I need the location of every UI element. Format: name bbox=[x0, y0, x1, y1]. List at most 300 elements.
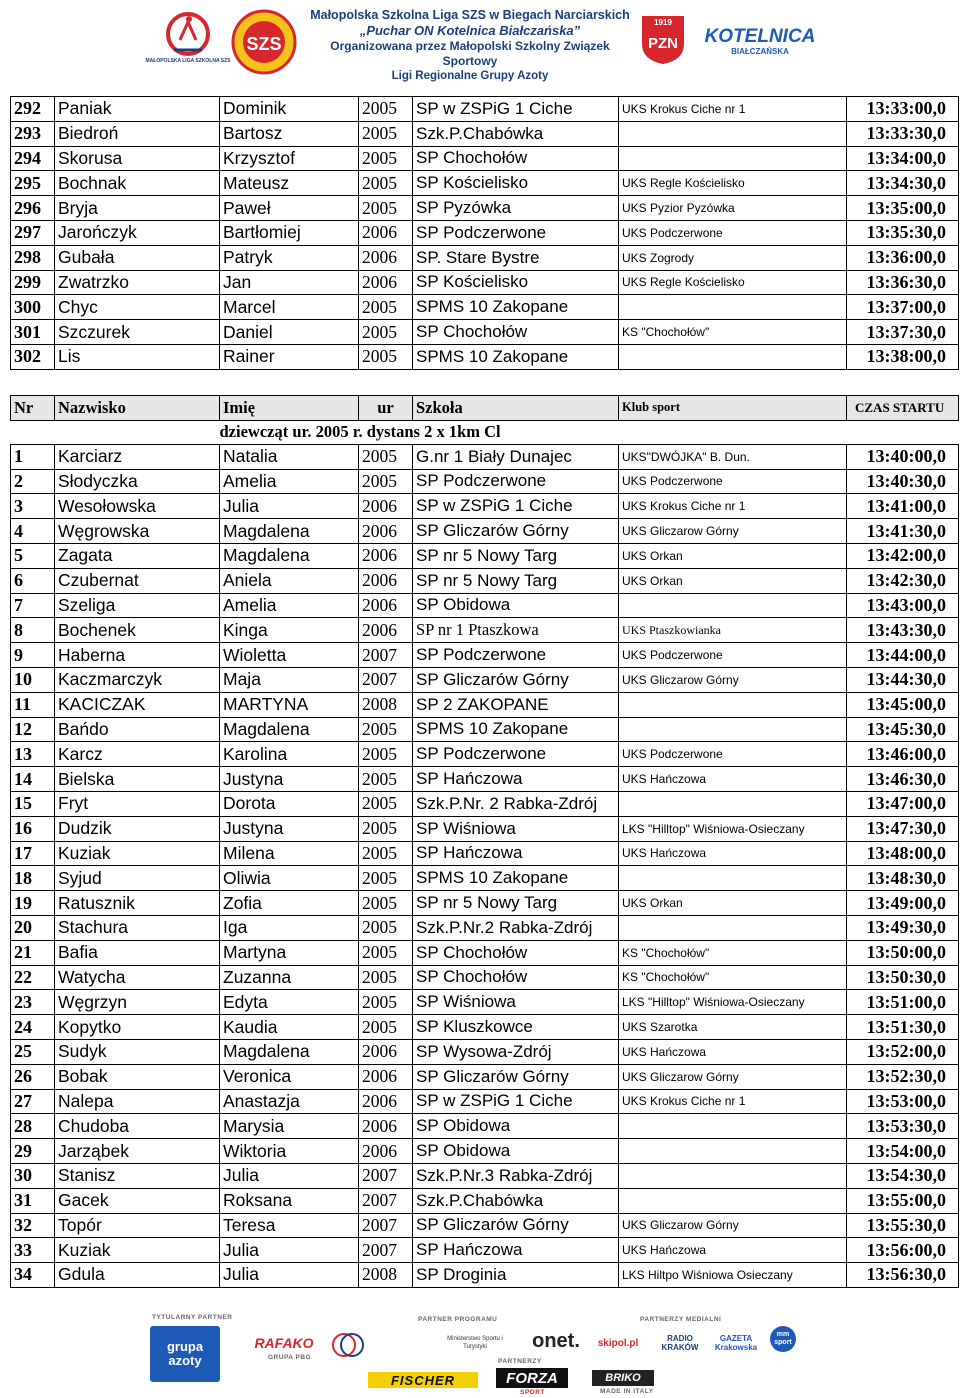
cell-rok: 2005 bbox=[359, 121, 413, 146]
org-line-4: Ligi Regionalne Grupy Azoty bbox=[391, 70, 549, 82]
cell-imie: Julia bbox=[220, 1163, 359, 1188]
table-row bbox=[11, 1213, 959, 1238]
cell-czas-startu: 13:42:00,0 bbox=[847, 543, 959, 568]
cell-imie: Bartłomiej bbox=[220, 220, 359, 245]
cell-czas-startu: 13:52:00,0 bbox=[847, 1039, 959, 1064]
cell-klub: UKS Ptaszkowianka bbox=[619, 618, 847, 643]
cell-klub: KS "Chochołów" bbox=[619, 965, 847, 990]
cell-nr: 300 bbox=[11, 295, 55, 320]
fischer-logo: FISCHER bbox=[368, 1372, 478, 1388]
cell-nr: 19 bbox=[11, 891, 55, 916]
cell-czas-startu: 13:35:00,0 bbox=[847, 196, 959, 221]
label-partnerzy-medialni: PARTNERZY MEDIALNI bbox=[640, 1316, 722, 1323]
cell-nazwisko: Topór bbox=[55, 1213, 220, 1238]
cell-czas-startu: 13:35:30,0 bbox=[847, 220, 959, 245]
cell-nr: 297 bbox=[11, 220, 55, 245]
cell-rok: 2006 bbox=[359, 543, 413, 568]
cell-czas-startu: 13:45:00,0 bbox=[847, 692, 959, 717]
cell-imie: Anastazja bbox=[220, 1089, 359, 1114]
table-row bbox=[11, 717, 959, 742]
cell-czas-startu: 13:53:00,0 bbox=[847, 1089, 959, 1114]
cell-rok: 2005 bbox=[359, 171, 413, 196]
cell-nazwisko: Bobak bbox=[55, 1064, 220, 1089]
cell-nr: 32 bbox=[11, 1213, 55, 1238]
cell-nr: 295 bbox=[11, 171, 55, 196]
cell-nazwisko: Gubała bbox=[55, 245, 220, 270]
cell-klub: UKS Krokus Ciche nr 1 bbox=[619, 97, 847, 122]
cell-imie: Magdalena bbox=[220, 519, 359, 544]
table-row bbox=[11, 692, 959, 717]
cell-imie: Oliwia bbox=[220, 866, 359, 891]
table-row bbox=[11, 816, 959, 841]
forza-sub: SPORT bbox=[520, 1389, 545, 1396]
cell-szkola: SP. Stare Bystre bbox=[413, 245, 619, 270]
cell-imie: Jan bbox=[220, 270, 359, 295]
cell-rok: 2006 bbox=[359, 1039, 413, 1064]
cell-rok: 2005 bbox=[359, 717, 413, 742]
cell-nr: 23 bbox=[11, 990, 55, 1015]
cell-imie: Rainer bbox=[220, 344, 359, 369]
cell-nazwisko: Kuziak bbox=[55, 1238, 220, 1263]
cell-rok: 2005 bbox=[359, 469, 413, 494]
cell-rok: 2005 bbox=[359, 146, 413, 171]
col-header-nr: Nr bbox=[11, 396, 55, 421]
cell-nazwisko: Bochnak bbox=[55, 171, 220, 196]
cell-czas-startu: 13:48:30,0 bbox=[847, 866, 959, 891]
cell-nr: 301 bbox=[11, 320, 55, 345]
cell-nr: 293 bbox=[11, 121, 55, 146]
cell-nr: 6 bbox=[11, 568, 55, 593]
table-row bbox=[11, 320, 959, 345]
cell-nazwisko: Karciarz bbox=[55, 444, 220, 469]
cell-nazwisko: Szczurek bbox=[55, 320, 220, 345]
cell-szkola: SP Wiśniowa bbox=[413, 816, 619, 841]
col-header-szkola: Szkoła bbox=[413, 396, 619, 421]
cell-klub: UKS Hańczowa bbox=[619, 767, 847, 792]
svg-text:BIAŁCZAŃSKA: BIAŁCZAŃSKA bbox=[731, 47, 789, 56]
cell-rok: 2007 bbox=[359, 1238, 413, 1263]
cell-nazwisko: Stachura bbox=[55, 915, 220, 940]
cell-imie: Maja bbox=[220, 667, 359, 692]
table-row bbox=[11, 543, 959, 568]
table-row bbox=[11, 469, 959, 494]
cell-nr: 11 bbox=[11, 692, 55, 717]
table-row bbox=[11, 295, 959, 320]
cell-nr: 298 bbox=[11, 245, 55, 270]
table-row bbox=[11, 1039, 959, 1064]
cell-rok: 2006 bbox=[359, 1064, 413, 1089]
cell-czas-startu: 13:41:30,0 bbox=[847, 519, 959, 544]
cell-nazwisko: Kopytko bbox=[55, 1015, 220, 1040]
cell-nr: 5 bbox=[11, 543, 55, 568]
cell-nazwisko: Zagata bbox=[55, 543, 220, 568]
cell-klub: UKS Podczerwone bbox=[619, 220, 847, 245]
cell-szkola: SP Gliczarów Górny bbox=[413, 519, 619, 544]
cell-czas-startu: 13:50:30,0 bbox=[847, 965, 959, 990]
cell-nazwisko: Lis bbox=[55, 344, 220, 369]
girls-table-body bbox=[11, 444, 959, 1287]
org-line-2: „Puchar ON Kotelnica Białczańska” bbox=[359, 23, 581, 38]
cell-rok: 2006 bbox=[359, 593, 413, 618]
table-row bbox=[11, 965, 959, 990]
cell-imie: Daniel bbox=[220, 320, 359, 345]
ministerstwo-logo: Ministerstwo Sportu i Turystyki bbox=[447, 1336, 503, 1350]
cell-klub bbox=[619, 915, 847, 940]
cell-imie: Aniela bbox=[220, 568, 359, 593]
cell-imie: Wiktoria bbox=[220, 1139, 359, 1164]
table-row bbox=[11, 220, 959, 245]
cell-szkola: SP Wiśniowa bbox=[413, 990, 619, 1015]
cell-rok: 2007 bbox=[359, 1163, 413, 1188]
cell-imie: Marysia bbox=[220, 1114, 359, 1139]
briko-logo: BRIKO bbox=[592, 1370, 654, 1386]
cell-czas-startu: 13:42:30,0 bbox=[847, 568, 959, 593]
cell-nr: 292 bbox=[11, 97, 55, 122]
cell-rok: 2005 bbox=[359, 866, 413, 891]
cell-nr: 3 bbox=[11, 494, 55, 519]
cell-imie: Kaudia bbox=[220, 1015, 359, 1040]
cell-nazwisko: Bańdo bbox=[55, 717, 220, 742]
col-header-nazwisko: Nazwisko bbox=[55, 396, 220, 421]
cell-imie: Marcel bbox=[220, 295, 359, 320]
cell-czas-startu: 13:56:30,0 bbox=[847, 1263, 959, 1288]
szs-emblem-logo bbox=[228, 8, 300, 76]
cell-czas-startu: 13:56:00,0 bbox=[847, 1238, 959, 1263]
table-row bbox=[11, 146, 959, 171]
cell-klub: LKS "Hilltop" Wiśniowa-Osieczany bbox=[619, 990, 847, 1015]
cell-szkola: G.nr 1 Biały Dunajec bbox=[413, 444, 619, 469]
cell-nazwisko: Ratusznik bbox=[55, 891, 220, 916]
cell-nr: 24 bbox=[11, 1015, 55, 1040]
cell-imie: Wioletta bbox=[220, 643, 359, 668]
cell-czas-startu: 13:34:00,0 bbox=[847, 146, 959, 171]
cell-nazwisko: Jarząbek bbox=[55, 1139, 220, 1164]
cell-imie: Amelia bbox=[220, 469, 359, 494]
cell-imie: Roksana bbox=[220, 1188, 359, 1213]
cell-nr: 18 bbox=[11, 866, 55, 891]
cell-nr: 31 bbox=[11, 1188, 55, 1213]
cell-nr: 8 bbox=[11, 618, 55, 643]
cell-czas-startu: 13:40:30,0 bbox=[847, 469, 959, 494]
boys-table-body bbox=[11, 97, 959, 370]
cell-rok: 2005 bbox=[359, 940, 413, 965]
cell-czas-startu: 13:52:30,0 bbox=[847, 1064, 959, 1089]
col-header-czas: CZAS STARTU bbox=[847, 396, 959, 421]
cell-szkola: SP Kościelisko bbox=[413, 171, 619, 196]
cell-imie: Milena bbox=[220, 841, 359, 866]
cell-czas-startu: 13:38:00,0 bbox=[847, 344, 959, 369]
cell-nr: 296 bbox=[11, 196, 55, 221]
cell-imie: Zofia bbox=[220, 891, 359, 916]
table-row bbox=[11, 344, 959, 369]
table-row bbox=[11, 915, 959, 940]
cell-nazwisko: Gacek bbox=[55, 1188, 220, 1213]
sponsors-footer bbox=[0, 1310, 960, 1398]
cell-czas-startu: 13:37:00,0 bbox=[847, 295, 959, 320]
cell-rok: 2007 bbox=[359, 643, 413, 668]
cell-szkola: SP nr 1 Ptaszkowa bbox=[413, 618, 619, 643]
label-partner-programu: PARTNER PROGRAMU bbox=[418, 1316, 498, 1323]
cell-klub bbox=[619, 866, 847, 891]
cell-czas-startu: 13:36:30,0 bbox=[847, 270, 959, 295]
radio-krakow-logo: RADIO KRAKÓW bbox=[661, 1334, 699, 1352]
cell-imie: Dominik bbox=[220, 97, 359, 122]
cell-rok: 2005 bbox=[359, 841, 413, 866]
cell-rok: 2005 bbox=[359, 97, 413, 122]
cell-rok: 2005 bbox=[359, 344, 413, 369]
cell-szkola: SP Obidowa bbox=[413, 1139, 619, 1164]
cell-rok: 2005 bbox=[359, 816, 413, 841]
cell-szkola: SP Kościelisko bbox=[413, 270, 619, 295]
cell-nr: 20 bbox=[11, 915, 55, 940]
cell-szkola: SP Kluszkowce bbox=[413, 1015, 619, 1040]
cell-imie: Amelia bbox=[220, 593, 359, 618]
cell-imie: Patryk bbox=[220, 245, 359, 270]
cell-imie: Zuzanna bbox=[220, 965, 359, 990]
table-row bbox=[11, 568, 959, 593]
cell-czas-startu: 13:44:00,0 bbox=[847, 643, 959, 668]
cell-klub: UKS Krokus Ciche nr 1 bbox=[619, 494, 847, 519]
cell-rok: 2005 bbox=[359, 791, 413, 816]
table-row bbox=[11, 1139, 959, 1164]
cell-nazwisko: Chyc bbox=[55, 295, 220, 320]
cell-rok: 2005 bbox=[359, 990, 413, 1015]
cell-klub bbox=[619, 1163, 847, 1188]
cell-nr: 9 bbox=[11, 643, 55, 668]
cell-klub bbox=[619, 1139, 847, 1164]
cell-szkola: SP Podczerwone bbox=[413, 469, 619, 494]
cell-rok: 2005 bbox=[359, 1015, 413, 1040]
cell-szkola: SP Pyzówka bbox=[413, 196, 619, 221]
cell-czas-startu: 13:43:00,0 bbox=[847, 593, 959, 618]
cell-szkola: SP w ZSPiG 1 Ciche bbox=[413, 97, 619, 122]
cell-czas-startu: 13:41:00,0 bbox=[847, 494, 959, 519]
cell-rok: 2005 bbox=[359, 891, 413, 916]
cell-szkola: SPMS 10 Zakopane bbox=[413, 717, 619, 742]
table-row bbox=[11, 1163, 959, 1188]
cell-rok: 2006 bbox=[359, 1089, 413, 1114]
cell-szkola: SP nr 5 Nowy Targ bbox=[413, 891, 619, 916]
cell-nr: 22 bbox=[11, 965, 55, 990]
table-row bbox=[11, 196, 959, 221]
cell-nr: 26 bbox=[11, 1064, 55, 1089]
table-row bbox=[11, 618, 959, 643]
cell-szkola: SP nr 5 Nowy Targ bbox=[413, 543, 619, 568]
svg-text:SZS: SZS bbox=[246, 34, 282, 54]
cell-nr: 4 bbox=[11, 519, 55, 544]
org-line-3: Organizowana przez Małopolski Szkolny Związek Sportowy bbox=[330, 39, 610, 68]
cell-rok: 2008 bbox=[359, 692, 413, 717]
cell-imie: Iga bbox=[220, 915, 359, 940]
cell-nazwisko: KACICZAK bbox=[55, 692, 220, 717]
cell-nazwisko: Kuziak bbox=[55, 841, 220, 866]
label-tytularny-partner: TYTULARNY PARTNER bbox=[152, 1314, 233, 1321]
table-row bbox=[11, 1188, 959, 1213]
cell-rok: 2006 bbox=[359, 519, 413, 544]
svg-text:MAŁOPOLSKA LIGA SZKOLNA SZS: MAŁOPOLSKA LIGA SZKOLNA SZS bbox=[145, 58, 231, 64]
table-row bbox=[11, 667, 959, 692]
table-row bbox=[11, 990, 959, 1015]
cell-rok: 2006 bbox=[359, 1114, 413, 1139]
cell-czas-startu: 13:54:00,0 bbox=[847, 1139, 959, 1164]
cell-imie: Paweł bbox=[220, 196, 359, 221]
cell-rok: 2006 bbox=[359, 1139, 413, 1164]
organizer-text bbox=[305, 8, 635, 83]
cell-nazwisko: Węgrzyn bbox=[55, 990, 220, 1015]
cell-klub: UKS Pyzior Pyzówka bbox=[619, 196, 847, 221]
cell-szkola: SP Chochołów bbox=[413, 320, 619, 345]
cell-rok: 2005 bbox=[359, 295, 413, 320]
cell-czas-startu: 13:55:30,0 bbox=[847, 1213, 959, 1238]
cell-szkola: SP Chochołów bbox=[413, 965, 619, 990]
cell-czas-startu: 13:47:00,0 bbox=[847, 791, 959, 816]
table-row bbox=[11, 767, 959, 792]
cell-nr: 28 bbox=[11, 1114, 55, 1139]
cell-szkola: SP Hańczowa bbox=[413, 841, 619, 866]
cell-imie: Julia bbox=[220, 494, 359, 519]
cell-klub bbox=[619, 717, 847, 742]
category-row bbox=[11, 420, 959, 444]
cell-szkola: SP Wysowa-Zdrój bbox=[413, 1039, 619, 1064]
cell-szkola: SPMS 10 Zakopane bbox=[413, 344, 619, 369]
cell-nr: 15 bbox=[11, 791, 55, 816]
boys-start-list-table bbox=[10, 96, 959, 370]
cell-szkola: SP Podczerwone bbox=[413, 220, 619, 245]
cell-nazwisko: Wesołowska bbox=[55, 494, 220, 519]
column-header-row bbox=[11, 396, 959, 421]
cell-szkola: SP Gliczarów Górny bbox=[413, 1064, 619, 1089]
cell-czas-startu: 13:53:30,0 bbox=[847, 1114, 959, 1139]
cell-imie: Magdalena bbox=[220, 1039, 359, 1064]
cell-czas-startu: 13:46:30,0 bbox=[847, 767, 959, 792]
cell-szkola: SPMS 10 Zakopane bbox=[413, 866, 619, 891]
cell-nazwisko: Bryja bbox=[55, 196, 220, 221]
cell-czas-startu: 13:44:30,0 bbox=[847, 667, 959, 692]
cell-szkola: SP Hańczowa bbox=[413, 767, 619, 792]
cell-nr: 10 bbox=[11, 667, 55, 692]
cell-klub: UKS Orkan bbox=[619, 568, 847, 593]
table-row bbox=[11, 519, 959, 544]
cell-szkola: SP 2 ZAKOPANE bbox=[413, 692, 619, 717]
col-header-klub: Klub sport bbox=[619, 396, 847, 421]
cell-nr: 27 bbox=[11, 1089, 55, 1114]
cell-klub: UKS Gliczarow Górny bbox=[619, 667, 847, 692]
table-row bbox=[11, 891, 959, 916]
cell-klub: KS "Chochołów" bbox=[619, 940, 847, 965]
cell-rok: 2005 bbox=[359, 965, 413, 990]
cell-rok: 2006 bbox=[359, 270, 413, 295]
cell-nazwisko: Karcz bbox=[55, 742, 220, 767]
cell-nazwisko: Sudyk bbox=[55, 1039, 220, 1064]
cell-szkola: SP w ZSPiG 1 Ciche bbox=[413, 1089, 619, 1114]
gazeta-krakowska-logo: GAZETA Krakowska bbox=[714, 1334, 758, 1352]
cell-nazwisko: Szeliga bbox=[55, 593, 220, 618]
table-row bbox=[11, 171, 959, 196]
cell-rok: 2005 bbox=[359, 320, 413, 345]
cell-czas-startu: 13:55:00,0 bbox=[847, 1188, 959, 1213]
cell-nr: 17 bbox=[11, 841, 55, 866]
cell-klub: UKS Szarotka bbox=[619, 1015, 847, 1040]
cell-rok: 2005 bbox=[359, 742, 413, 767]
cell-nr: 1 bbox=[11, 444, 55, 469]
cell-szkola: SP nr 5 Nowy Targ bbox=[413, 568, 619, 593]
cell-klub: LKS "Hilltop" Wiśniowa-Osieczany bbox=[619, 816, 847, 841]
cell-klub: UKS"DWÓJKA" B. Dun. bbox=[619, 444, 847, 469]
table-row bbox=[11, 1263, 959, 1288]
svg-text:1919: 1919 bbox=[654, 18, 672, 27]
cell-czas-startu: 13:43:30,0 bbox=[847, 618, 959, 643]
cell-nazwisko: Słodyczka bbox=[55, 469, 220, 494]
table-row bbox=[11, 1015, 959, 1040]
svg-text:KOTELNICA: KOTELNICA bbox=[704, 26, 816, 47]
cell-rok: 2007 bbox=[359, 1213, 413, 1238]
cell-nr: 7 bbox=[11, 593, 55, 618]
cell-imie: Bartosz bbox=[220, 121, 359, 146]
cell-klub: UKS Podczerwone bbox=[619, 643, 847, 668]
cell-klub bbox=[619, 295, 847, 320]
cell-nr: 299 bbox=[11, 270, 55, 295]
cell-szkola: SP w ZSPiG 1 Ciche bbox=[413, 494, 619, 519]
rafako-logo: RAFAKO bbox=[254, 1335, 314, 1351]
cell-klub: UKS Hańczowa bbox=[619, 1238, 847, 1263]
cell-rok: 2006 bbox=[359, 568, 413, 593]
cell-czas-startu: 13:51:00,0 bbox=[847, 990, 959, 1015]
cell-szkola: SP Chochołów bbox=[413, 940, 619, 965]
cell-klub: UKS Hańczowa bbox=[619, 841, 847, 866]
table-row bbox=[11, 742, 959, 767]
cell-nazwisko: Bochenek bbox=[55, 618, 220, 643]
cell-czas-startu: 13:34:30,0 bbox=[847, 171, 959, 196]
cell-imie: Dorota bbox=[220, 791, 359, 816]
cell-imie: Magdalena bbox=[220, 543, 359, 568]
cell-szkola: SP Droginia bbox=[413, 1263, 619, 1288]
cell-szkola: SP Podczerwone bbox=[413, 742, 619, 767]
cell-klub bbox=[619, 146, 847, 171]
table-row bbox=[11, 1089, 959, 1114]
table-row bbox=[11, 940, 959, 965]
cell-czas-startu: 13:48:00,0 bbox=[847, 841, 959, 866]
cell-nr: 14 bbox=[11, 767, 55, 792]
rafako-sub: GRUPA PBG bbox=[268, 1354, 312, 1361]
cell-szkola: Szk.P.Chabówka bbox=[413, 1188, 619, 1213]
table-row bbox=[11, 841, 959, 866]
cell-imie: Julia bbox=[220, 1263, 359, 1288]
cell-klub bbox=[619, 593, 847, 618]
table-row bbox=[11, 121, 959, 146]
cell-szkola: SP Obidowa bbox=[413, 593, 619, 618]
cell-czas-startu: 13:33:00,0 bbox=[847, 97, 959, 122]
table-row bbox=[11, 1064, 959, 1089]
cell-nazwisko: Kaczmarczyk bbox=[55, 667, 220, 692]
cell-czas-startu: 13:40:00,0 bbox=[847, 444, 959, 469]
cell-imie: Veronica bbox=[220, 1064, 359, 1089]
cell-klub: LKS Hiltpo Wiśniowa Osieczany bbox=[619, 1263, 847, 1288]
page-header bbox=[0, 0, 960, 80]
liga-szkolna-logo bbox=[145, 10, 231, 70]
cell-szkola: SP Podczerwone bbox=[413, 643, 619, 668]
cell-klub: UKS Gliczarow Górny bbox=[619, 519, 847, 544]
cell-rok: 2007 bbox=[359, 1188, 413, 1213]
briko-sub: MADE IN ITALY bbox=[600, 1388, 654, 1395]
girls-start-list-table bbox=[10, 395, 959, 1288]
cell-nazwisko: Zwatrzko bbox=[55, 270, 220, 295]
cell-rok: 2006 bbox=[359, 494, 413, 519]
cell-klub: UKS Orkan bbox=[619, 543, 847, 568]
cell-nr: 34 bbox=[11, 1263, 55, 1288]
cell-nazwisko: Bafia bbox=[55, 940, 220, 965]
cell-nr: 13 bbox=[11, 742, 55, 767]
cell-nazwisko: Paniak bbox=[55, 97, 220, 122]
